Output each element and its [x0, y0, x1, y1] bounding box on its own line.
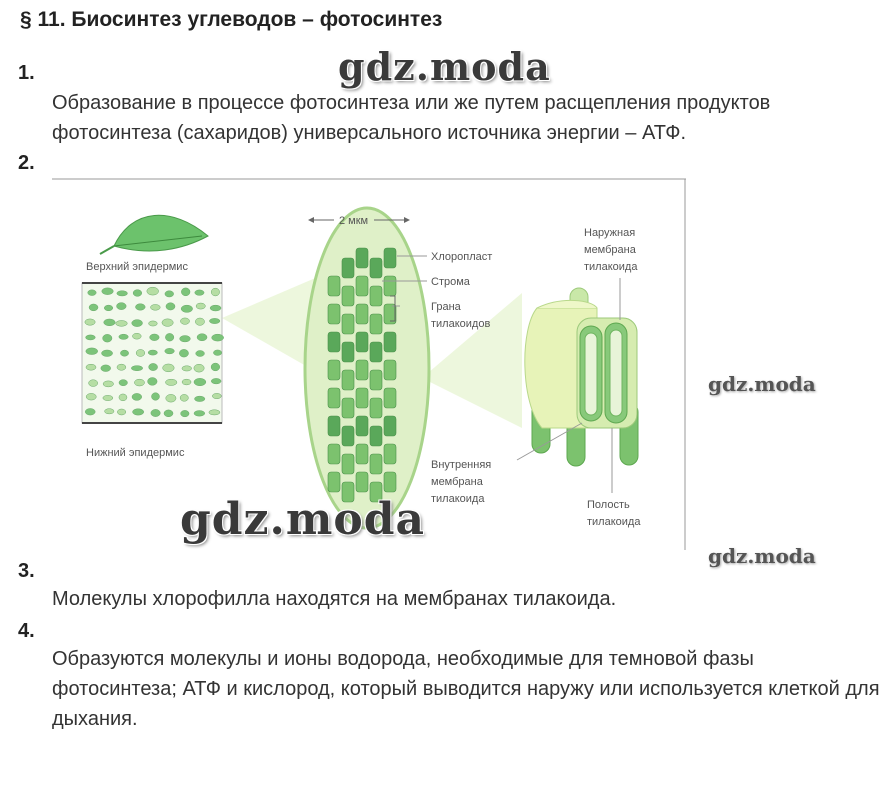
leaf-cell	[89, 380, 98, 387]
label-inner-membrane-line2: мембрана	[431, 476, 483, 488]
leaf-cell	[150, 304, 160, 310]
answer-1-text: Образование в процессе фотосинтеза или же путем расщепления продуктов фотосинтеза (сахаридов) универсального источника энергии – АТФ.	[52, 92, 771, 144]
granum	[342, 370, 354, 390]
answer-3-text: Молекулы хлорофилла находятся на мембранах тилакоида.	[52, 588, 617, 610]
granum	[328, 276, 340, 296]
leaf-cell	[103, 395, 113, 400]
label-cavity-line2: тилакоида	[587, 516, 641, 528]
granum	[370, 258, 382, 278]
leaf-cell	[212, 334, 224, 341]
leaf-cell	[149, 363, 158, 370]
leaf-cell	[209, 318, 219, 323]
granum	[356, 332, 368, 352]
leaf-cell	[151, 409, 160, 416]
item-number-1: 1.	[18, 62, 35, 84]
granum	[384, 416, 396, 436]
granum	[328, 444, 340, 464]
leaf-cell	[197, 334, 207, 341]
leaf-cell	[194, 411, 205, 417]
label-scale: 2 мкм	[339, 215, 369, 227]
granum	[328, 472, 340, 492]
leaf-cell	[136, 349, 145, 356]
leaf-cell	[101, 365, 111, 372]
leaf-cell	[119, 394, 127, 401]
label-inner-membrane-line3: тилакоида	[431, 493, 485, 505]
label-upper-epidermis: Верхний эпидермис	[86, 261, 188, 273]
granum	[342, 258, 354, 278]
leaf-cell	[132, 320, 143, 327]
leaf-cell	[195, 318, 204, 325]
watermark-top: gdz.moda	[338, 44, 551, 89]
label-stroma: Строма	[431, 276, 470, 288]
leaf-cell	[102, 288, 114, 295]
leaf-cell	[86, 364, 96, 370]
leaf-cell	[148, 350, 157, 355]
watermark-right-bottom: gdz.moda	[708, 544, 816, 568]
label-outer-membrane-line1: Наружная	[584, 227, 636, 239]
granum	[370, 286, 382, 306]
label-grana-line2: тилакоидов	[431, 318, 491, 330]
leaf-cell	[164, 410, 173, 417]
leaf-cell	[86, 335, 96, 340]
leaf-cell	[196, 350, 205, 356]
granum	[370, 342, 382, 362]
item-number-2: 2.	[18, 152, 35, 174]
granum	[356, 276, 368, 296]
granum	[370, 370, 382, 390]
leaf-cell	[165, 291, 174, 297]
leaf-cell	[133, 290, 142, 297]
label-outer-membrane-line2: мембрана	[584, 244, 636, 256]
granum	[370, 426, 382, 446]
leaf-cell	[132, 333, 141, 339]
label-grana-line1: Грана	[431, 301, 461, 313]
leaf-cell	[151, 393, 159, 401]
granum	[328, 332, 340, 352]
watermark-right-middle: gdz.moda	[708, 372, 816, 396]
granum	[384, 276, 396, 296]
leaf-cell	[194, 378, 206, 385]
leaf-cell	[85, 319, 95, 325]
leaf-cell	[194, 364, 204, 372]
leaf-cell	[117, 364, 126, 370]
leaf-cell	[165, 348, 175, 354]
leaf-cell	[86, 348, 98, 355]
leaf-cell	[180, 394, 188, 401]
granum	[356, 444, 368, 464]
leaf-cell	[117, 303, 127, 310]
leaf-cell	[119, 334, 128, 339]
leaf-cell	[181, 410, 189, 416]
leaf-cell	[182, 379, 191, 385]
leaf-cell	[134, 379, 144, 386]
page-title: § 11. Биосинтез углеводов – фотосинтез	[20, 8, 443, 31]
leaf-cell	[179, 349, 188, 357]
leaf-cell	[210, 305, 221, 311]
leaf-cell	[181, 288, 190, 296]
leaf-cell	[119, 380, 127, 386]
granum	[384, 248, 396, 268]
leaf-cell	[195, 290, 204, 295]
granum	[356, 388, 368, 408]
leaf-cell	[211, 288, 219, 296]
granum	[356, 304, 368, 324]
leaf-cell	[85, 408, 95, 415]
leaf-cell	[180, 318, 189, 324]
granum	[370, 314, 382, 334]
leaf-cell	[211, 363, 220, 371]
granum	[384, 472, 396, 492]
leaf-cell	[135, 304, 145, 310]
leaf-cross-section	[82, 283, 224, 423]
label-lower-epidermis: Нижний эпидермис	[86, 447, 185, 459]
thylakoid-illustration	[517, 278, 638, 493]
granum	[356, 416, 368, 436]
leaf-cell	[150, 334, 160, 341]
leaf-icon	[100, 215, 208, 254]
leaf-cell	[103, 334, 112, 342]
granum	[356, 472, 368, 492]
leaf-cell	[166, 394, 176, 402]
item-number-3: 3.	[18, 560, 35, 582]
item-number-4: 4.	[18, 620, 35, 642]
leaf-cell	[117, 291, 128, 296]
granum	[370, 398, 382, 418]
granum	[384, 388, 396, 408]
granum	[328, 360, 340, 380]
leaf-cell	[165, 333, 173, 341]
leaf-cell	[116, 320, 128, 326]
leaf-cell	[180, 336, 191, 342]
leaf-cell	[120, 350, 128, 356]
leaf-cell	[105, 409, 114, 414]
projection-cone-2	[422, 293, 522, 428]
granum	[342, 398, 354, 418]
granum	[342, 286, 354, 306]
leaf-cell	[195, 396, 205, 401]
leaf-cell	[165, 379, 176, 385]
answer-4-text: Образуются молекулы и ионы водорода, необходимые для темновой фазы фотосинтеза; АТФ и кислород, который выводится наружу или используется клеткой для дыхания.	[52, 648, 880, 730]
label-chloroplast: Хлоропласт	[431, 251, 493, 263]
granum	[342, 454, 354, 474]
granum	[370, 454, 382, 474]
leaf-cell	[104, 305, 113, 311]
leaf-cell	[209, 410, 220, 415]
granum	[384, 444, 396, 464]
label-outer-membrane-line3: тилакоида	[584, 261, 638, 273]
leaf-cell	[163, 364, 175, 372]
leaf-cell	[196, 303, 205, 309]
leaf-cell	[102, 350, 113, 357]
leaf-cell	[88, 290, 96, 296]
granum	[342, 426, 354, 446]
leaf-cell	[162, 319, 173, 327]
leaf-cell	[133, 409, 144, 415]
leaf-cell	[182, 366, 192, 371]
leaf-cell	[147, 287, 159, 295]
granum	[328, 416, 340, 436]
leaf-cell	[148, 378, 158, 386]
granum	[356, 360, 368, 380]
leaf-cell	[132, 393, 142, 400]
leaf-cell	[166, 303, 175, 310]
leaf-cell	[212, 393, 221, 398]
leaf-cell	[181, 305, 192, 312]
label-cavity-line1: Полость	[587, 499, 630, 511]
leaf-cell	[131, 366, 142, 371]
leaf-cell	[117, 409, 125, 415]
watermark-figure: gdz.moda	[180, 494, 426, 545]
leaf-cell	[89, 304, 98, 311]
label-inner-membrane-line1: Внутренняя	[431, 459, 492, 471]
leaf-cell	[149, 321, 158, 326]
leaf-cell	[213, 350, 221, 355]
granum	[356, 248, 368, 268]
granum	[342, 342, 354, 362]
granum	[328, 304, 340, 324]
granum	[384, 332, 396, 352]
leaf-cell	[86, 393, 96, 400]
leaf-cell	[104, 319, 115, 326]
granum	[328, 388, 340, 408]
leaf-cell	[211, 378, 221, 383]
granum	[342, 314, 354, 334]
granum	[384, 360, 396, 380]
leaf-cell	[103, 381, 113, 387]
